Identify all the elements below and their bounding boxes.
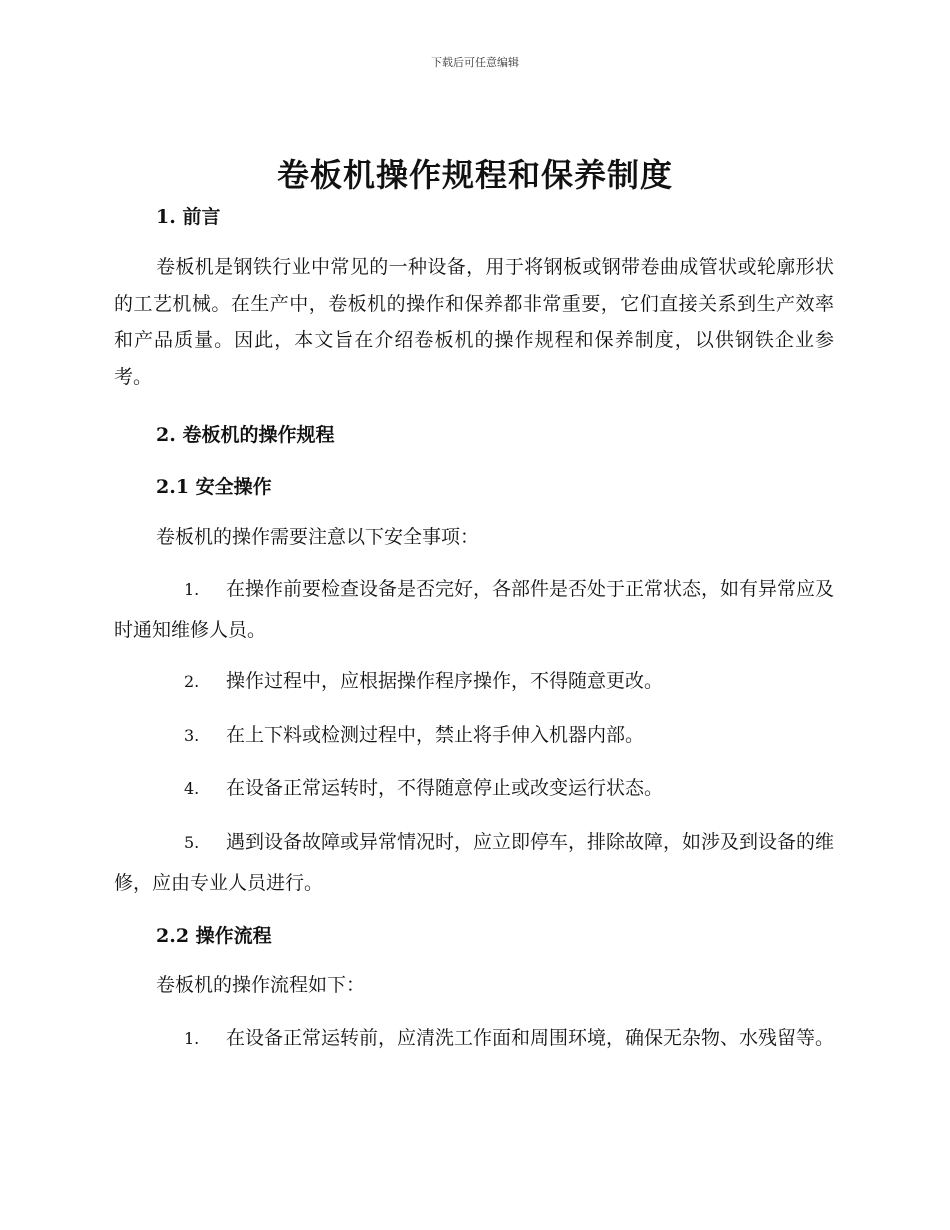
- list-item: [114, 569, 834, 650]
- list-item: [114, 822, 834, 903]
- list-item-text: 遇到设备故障或异常情况时，应立即停车，排除故障，如涉及到设备的维修，应由专业人员进行。: [114, 831, 835, 894]
- list-item-text: 在设备正常运转前，应清洗工作面和周围环境，确保无杂物、水残留等。: [226, 1027, 835, 1049]
- section-1-paragraph: 卷板机是钢铁行业中常见的一种设备，用于将钢板或钢带卷曲成管状或轮廓形状的工艺机械。在生产中，卷板机的操作和保养都非常重要，它们直接关系到生产效率和产品质量。因此，本文旨在介绍卷板机的操作规程和保养制度，以供钢铁企业参考。: [114, 256, 834, 388]
- document-title: 卷板机操作规程和保养制度: [276, 156, 673, 194]
- list-item: [114, 768, 834, 809]
- list-item-text: 操作过程中，应根据操作程序操作，不得随意更改。: [226, 670, 664, 692]
- list-item-text: 在上下料或检测过程中，禁止将手伸入机器内部。: [226, 724, 645, 746]
- list-item-text: 在设备正常运转时，不得随意停止或改变运行状态。: [226, 777, 664, 799]
- page-header-note: 下载后可任意编辑: [431, 56, 519, 69]
- list-item: [114, 661, 834, 702]
- list-item-number: 1.: [184, 580, 200, 599]
- section-1-heading: 1. 前言: [156, 206, 221, 228]
- list-item: [114, 1018, 834, 1059]
- section-2-2-heading: 2.2 操作流程: [156, 925, 272, 947]
- list-item-number: 4.: [184, 779, 200, 798]
- section-2-heading: 2. 卷板机的操作规程: [156, 424, 335, 446]
- section-2-1-heading: 2.1 安全操作: [156, 476, 272, 498]
- section-2-2-intro: 卷板机的操作流程如下：: [156, 974, 366, 996]
- list-item: [114, 715, 834, 756]
- list-item-number: 3.: [184, 726, 200, 745]
- list-item-number: 2.: [184, 672, 200, 691]
- section-2-1-intro: 卷板机的操作需要注意以下安全事项：: [156, 526, 480, 548]
- list-item-text: 在操作前要检查设备是否完好，各部件是否处于正常状态，如有异常应及时通知维修人员。: [114, 578, 835, 641]
- list-item-number: 1.: [184, 1029, 200, 1048]
- list-item-number: 5.: [184, 833, 200, 852]
